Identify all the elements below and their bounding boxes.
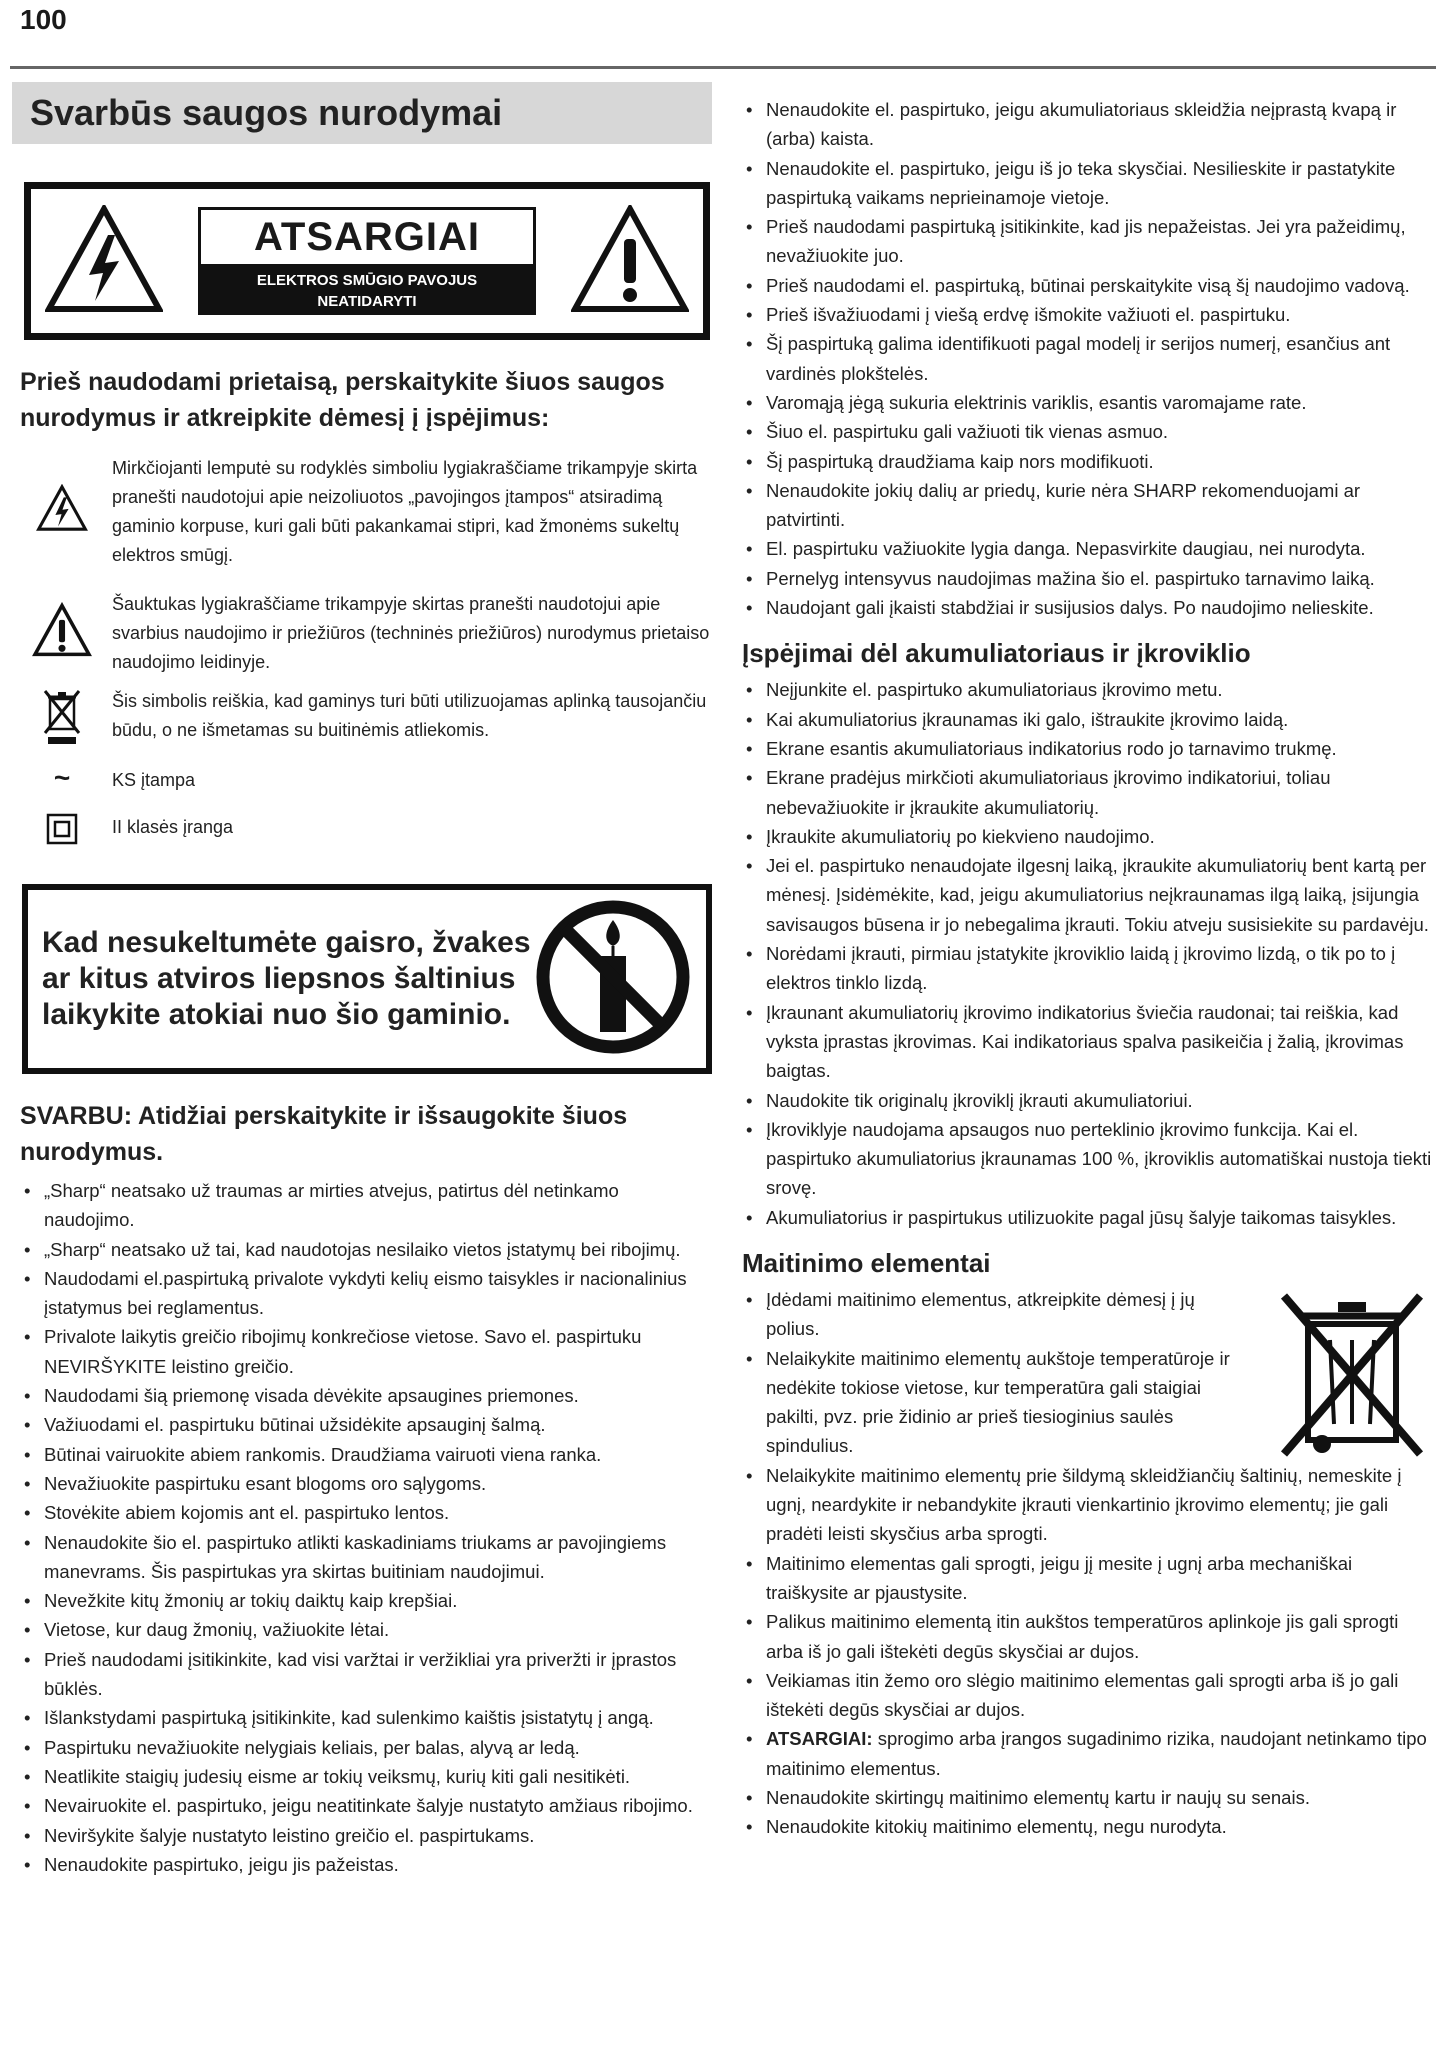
list-item: • Nevežkite kitų žmonių ar tokių daiktų kaip krepšiai. [20, 1586, 712, 1615]
list-item: • Neviršykite šalyje nustatyto leistino greičio el. paspirtukams. [20, 1821, 712, 1850]
list-item: • „Sharp“ neatsako už tai, kad naudotojas nesilaiko vietos įstatymų bei ribojimų. [20, 1235, 712, 1264]
list-item: • Akumuliatorius ir paspirtukus utilizuokite pagal jūsų šalyje taikomas taisykles. [742, 1203, 1432, 1232]
no-candle-icon [534, 898, 692, 1061]
list-item: • Nenaudokite skirtingų maitinimo elementų kartu ir naujų su senais. [742, 1783, 1432, 1812]
list-item: • Šį paspirtuką galima identifikuoti pagal modelį ir serijos numerį, esančius ant vardinės plokštelės. [742, 329, 1432, 388]
list-item: • Varomąją jėgą sukuria elektrinis variklis, esantis varomajame rate. [742, 388, 1432, 417]
symbol-row-class2 [12, 813, 712, 850]
caution-label [24, 182, 710, 340]
exclamation-triangle-icon [32, 602, 92, 663]
symbol-legend [12, 454, 712, 850]
symbol-text: II klasės įranga [112, 817, 234, 837]
list-item: • Nenaudokite el. paspirtuko, jeigu akumuliatoriaus skleidžia neįprastą kvapą ir (arba) kaista. [742, 95, 1432, 154]
exclamation-triangle-icon [571, 205, 689, 318]
list-item: • Nenaudokite paspirtuko, jeigu jis pažeistas. [20, 1850, 712, 1879]
list-item: • Nenaudokite el. paspirtuko, jeigu iš jo teka skysčiai. Nesilieskite ir pastatykite paspirtuką vaikams neprieinamoje vietoje. [742, 154, 1432, 213]
list-item: • Įkroviklyje naudojama apsaugos nuo perteklinio įkrovimo funkcija. Kai el. paspirtuko akumuliatorius įkraunamas 100 %, įkroviklis automatiškai nustoja tiekti srovę. [742, 1115, 1432, 1203]
usage-list [742, 95, 1432, 622]
list-item: • Paspirtuku nevažiuokite nelygiais keliais, per balas, alyvą ar ledą. [20, 1733, 712, 1762]
list-item: • Stovėkite abiem kojomis ant el. paspirtuko lentos. [20, 1498, 712, 1527]
lightning-triangle-icon [36, 484, 88, 537]
list-item: • Prieš išvažiuodami į viešą erdvę išmokite važiuoti el. paspirtuku. [742, 300, 1432, 329]
charger-list [742, 675, 1432, 1232]
list-item: • Važiuodami el. paspirtuku būtinai užsidėkite apsauginį šalmą. [20, 1410, 712, 1439]
section-title: Svarbūs saugos nurodymai [30, 92, 503, 133]
caution-text-inline: sprogimo arba įrangos sugadinimo rizika, naudojant netinkamo tipo maitinimo elementus. [766, 1728, 1427, 1779]
battery-heading: Maitinimo elementai [742, 1247, 991, 1278]
important-heading: SVARBU: Atidžiai perskaitykite ir išsaugokite šiuos nurodymus. [20, 1102, 628, 1166]
list-item: • Šiuo el. paspirtuku gali važiuoti tik vienas asmuo. [742, 417, 1432, 446]
list-item: • Nenaudokite šio el. paspirtuko atlikti kaskadiniams triukams ar pavojingiems manevrams. Šis paspirtukas yra skirtas buitiniam naudojimui. [20, 1528, 712, 1587]
caution-label-inline: ATSARGIAI: [766, 1728, 873, 1750]
list-item [742, 1724, 1432, 1783]
list-item: • Šį paspirtuką draudžiama kaip nors modifikuoti. [742, 447, 1432, 476]
list-item: • Prieš naudodami paspirtuką įsitikinkite, kad jis nepažeistas. Jei yra pažeidimų, nevažiuokite juo. [742, 212, 1432, 271]
caution-line-1: ELEKTROS SMŪGIO PAVOJUS [256, 272, 478, 289]
list-item: • Neatlikite staigių judesių eisme ar tokių veiksmų, kurių kiti gali nesitikėti. [20, 1762, 712, 1791]
double-square-icon [46, 813, 78, 850]
caution-title: ATSARGIAI [198, 207, 536, 267]
list-item: • Įkraunant akumuliatorių įkrovimo indikatorius šviečia raudonai; tai reiškia, kad vyksta įprastas įkrovimas. Kai indikatoriaus spalva pasikeičia į žalią, įkrovimas baigtas. [742, 998, 1432, 1086]
fire-warning-box [22, 884, 712, 1074]
list-item: • Nelaikykite maitinimo elementų prie šildymą skleidžiančių šaltinių, nemeskite į ugnį, neardykite ir nebandykite įkrauti vienkartinio įkrovimo elementų; jie gali pradėti leisti skysčius arba sprogti. [742, 1461, 1432, 1549]
list-item: • Neįjunkite el. paspirtuko akumuliatoriaus įkrovimo metu. [742, 675, 1432, 704]
symbol-row-lightning [12, 454, 712, 570]
list-item: • Įdėdami maitinimo elementus, atkreipkite dėmesį į jų polius. [742, 1285, 1432, 1344]
list-item: • Būtinai vairuokite abiem rankomis. Draudžiama vairuoti viena ranka. [20, 1440, 712, 1469]
fire-warning-text: Kad nesukeltumėte gaisro, žvakes ar kitus atviros liepsnos šaltinius laikykite atokiai nuo šio gaminio. [42, 926, 531, 1031]
list-item: • Išlankstydami paspirtuką įsitikinkite, kad sulenkimo kaištis įsistatytų į angą. [20, 1703, 712, 1732]
list-item: • Norėdami įkrauti, pirmiau įstatykite įkroviklio laidą į įkrovimo lizdą, o tik po to į elektros tinklo lizdą. [742, 939, 1432, 998]
list-item: • Privalote laikytis greičio ribojimų konkrečiose vietose. Savo el. paspirtuku NEVIRŠYKITE leistino greičio. [20, 1322, 712, 1381]
list-item: • Nevairuokite el. paspirtuko, jeigu neatitinkate šalyje nustatyto amžiaus ribojimo. [20, 1791, 712, 1820]
list-item: • El. paspirtuku važiuokite lygia danga. Nepasvirkite daugiau, nei nurodyta. [742, 534, 1432, 563]
ac-tilde-icon: ~ [53, 762, 71, 793]
right-column [742, 95, 1432, 1842]
caution-subtitle [198, 267, 536, 315]
crossed-bin-icon [42, 687, 82, 754]
symbol-row-ac [12, 762, 712, 795]
symbol-row-exclamation [12, 590, 712, 677]
list-item: • Ekrane pradėjus mirkčioti akumuliatoriaus įkrovimo indikatoriui, toliau nebevažiuokite ir įkraukite akumuliatorių. [742, 763, 1432, 822]
symbol-text: Šis simbolis reiškia, kad gaminys turi būti utilizuojamas aplinką tausojančiu būdu, o ne išmetamas su buitinėmis atliekomis. [112, 691, 707, 740]
battery-section [742, 1248, 1432, 1842]
list-item: • Įkraukite akumuliatorių po kiekvieno naudojimo. [742, 822, 1432, 851]
list-item: • Veikiamas itin žemo oro slėgio maitinimo elementas gali sprogti arba iš jo gali ištekėti degūs skysčiai ar dujos. [742, 1666, 1432, 1725]
caution-text-block [198, 207, 536, 315]
header-divider [10, 66, 1436, 69]
list-item: • Ekrane esantis akumuliatoriaus indikatorius rodo jo tarnavimo trukmę. [742, 734, 1432, 763]
list-item: • Pernelyg intensyvus naudojimas mažina šio el. paspirtuko tarnavimo laiką. [742, 564, 1432, 593]
list-item: • Kai akumuliatorius įkraunamas iki galo, ištraukite įkrovimo laidą. [742, 705, 1432, 734]
page-number: 100 [20, 4, 67, 35]
list-item: • Naudodami el.paspirtuką privalote vykdyti kelių eismo taisykles ir nacionalinius įstatymus bei reglamentus. [20, 1264, 712, 1323]
symbol-text: KS įtampa [112, 770, 196, 790]
intro-heading: Prieš naudodami prietaisą, perskaitykite šiuos saugos nurodymus ir atkreipkite dėmesį į įspėjimus: [20, 368, 665, 432]
symbol-row-bin [12, 687, 712, 754]
charger-heading: Įspėjimai dėl akumuliatoriaus ir įkroviklio [742, 638, 1251, 669]
list-item: • Maitinimo elementas gali sprogti, jeigu jį mesite į ugnį arba mechaniškai traiškysite ar pjaustysite. [742, 1549, 1432, 1608]
list-item: • Vietose, kur daug žmonių, važiuokite lėtai. [20, 1615, 712, 1644]
list-item: • Jei el. paspirtuko nenaudojate ilgesnį laiką, įkraukite akumuliatorių bent kartą per mėnesį. Įsidėmėkite, kad, jeigu akumuliatorius neįkraunamas ilgą laiką, įsijungia savisaugos būsena ir jo nebegalima įkrauti. Tokiu atveju susisiekite su pardavėju. [742, 851, 1432, 939]
list-item: • Nenaudokite jokių dalių ar priedų, kurie nėra SHARP rekomenduojami ar patvirtinti. [742, 476, 1432, 535]
list-item: • Prieš naudodami įsitikinkite, kad visi varžtai ir veržikliai yra priveržti ir įprastos būklės. [20, 1645, 712, 1704]
list-item: • Naudokite tik originalų įkroviklį įkrauti akumuliatoriui. [742, 1086, 1432, 1115]
lightning-triangle-icon [45, 205, 163, 318]
list-item: • Nelaikykite maitinimo elementų aukštoje temperatūroje ir nedėkite tokiose vietose, kur temperatūra gali staigiai pakilti, pvz. prie židinio ar prieš tiesioginius saulės spindulius. [742, 1344, 1432, 1461]
safety-list [20, 1176, 712, 1879]
symbol-text: Mirkčiojanti lemputė su rodyklės simboliu lygiakraščiame trikampyje skirta pranešti naudotojui apie neizoliuotos „pavojingos įtampos“ atsiradimą gaminio korpuse, kuri gali būti pakankamai stipri, kad žmonėms sukeltų elektros smūgį. [112, 458, 698, 565]
list-item: • Naudodami šią priemonę visada dėvėkite apsaugines priemones. [20, 1381, 712, 1410]
list-item: • Prieš naudodami el. paspirtuką, būtinai perskaitykite visą šį naudojimo vadovą. [742, 271, 1432, 300]
battery-list [742, 1285, 1432, 1842]
caution-line-2: NEATIDARYTI [317, 293, 417, 310]
symbol-text: Šauktukas lygiakraščiame trikampyje skirtas pranešti naudotojui apie svarbius naudojimo ir priežiūros (techninės priežiūros) nurodymus prietaiso naudojimo leidinyje. [112, 594, 710, 672]
list-item: • Nenaudokite kitokių maitinimo elementų, negu nurodyta. [742, 1812, 1432, 1841]
list-item: • Palikus maitinimo elementą itin aukštos temperatūros aplinkoje jis gali sprogti arba iš jo gali ištekėti degūs skysčiai ar dujos. [742, 1607, 1432, 1666]
left-column [12, 82, 712, 1879]
list-item: • Nevažiuokite paspirtuku esant blogoms oro sąlygoms. [20, 1469, 712, 1498]
list-item: • „Sharp“ neatsako už traumas ar mirties atvejus, patirtus dėl netinkamo naudojimo. [20, 1176, 712, 1235]
list-item: • Naudojant gali įkaisti stabdžiai ir susijusios dalys. Po naudojimo nelieskite. [742, 593, 1432, 622]
section-banner [12, 82, 712, 144]
